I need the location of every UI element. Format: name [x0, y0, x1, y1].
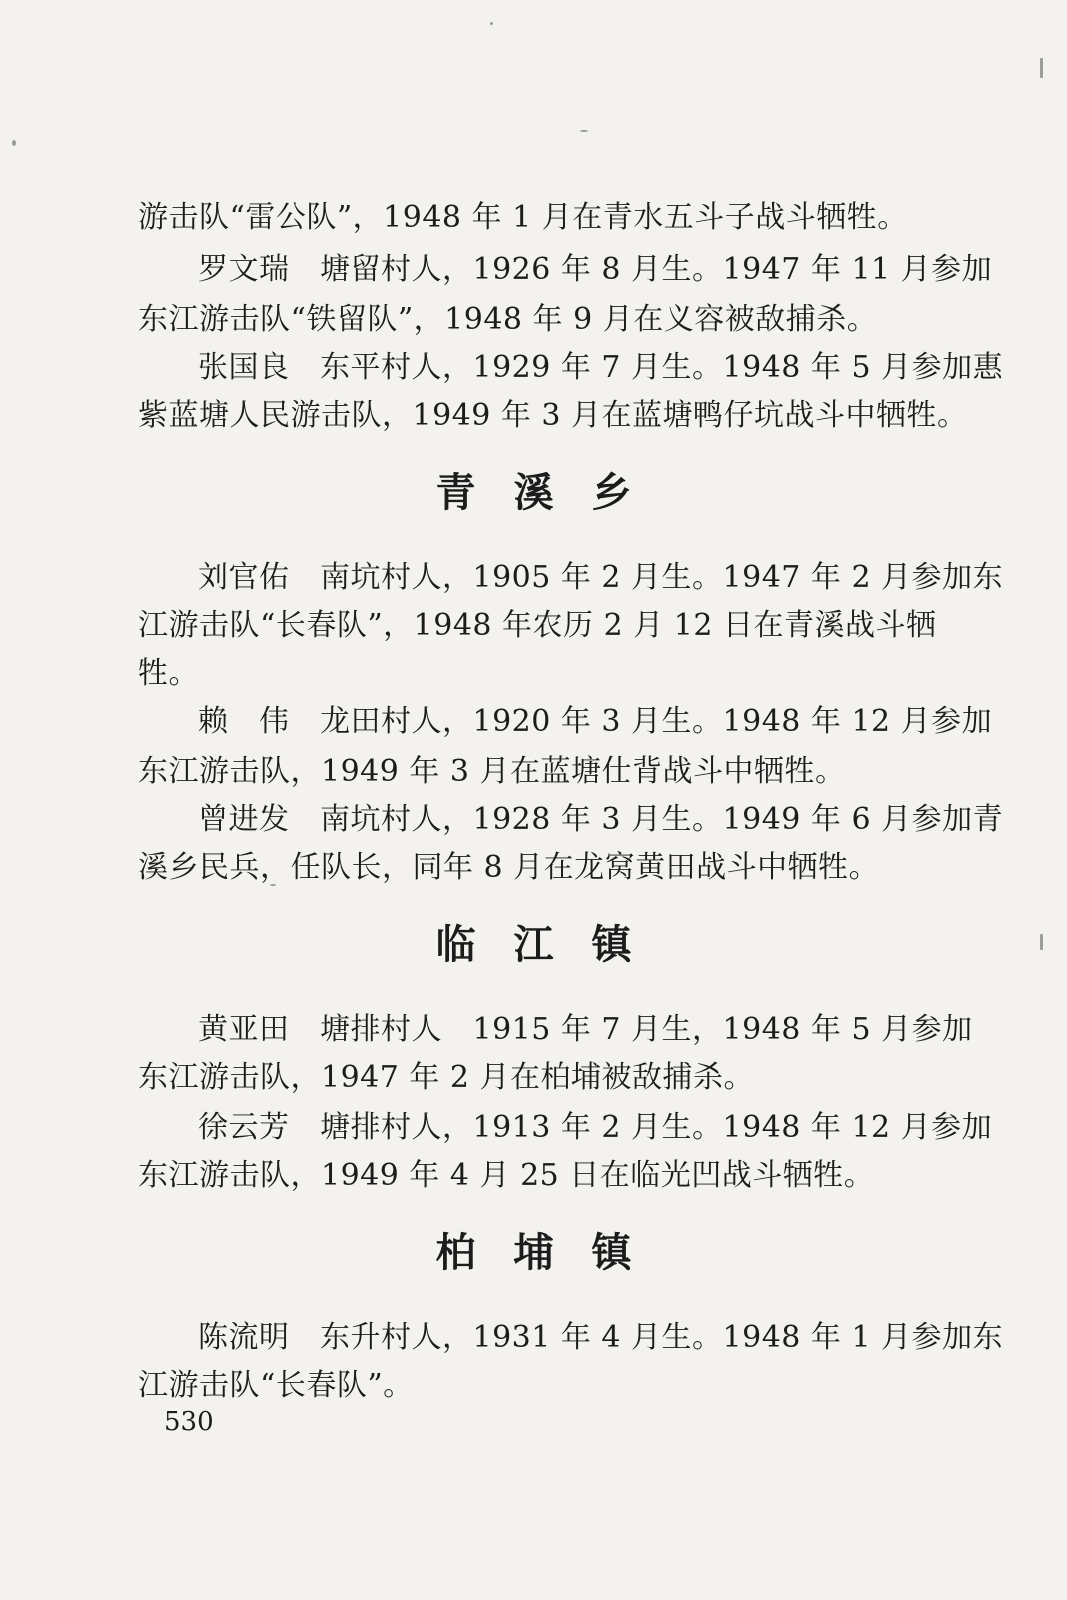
- entry-first-line: [198, 250, 993, 290]
- text-line: 牲。: [138, 656, 199, 691]
- entry-first-line: [198, 1318, 1004, 1358]
- text-line: 游击队“雷公队”，1948 年 1 月在青水五斗子战斗牺牲。: [138, 200, 908, 235]
- entry-text: 南坑村人，1905 年 2 月生。1947 年 2 月参加东: [320, 560, 1004, 595]
- person-name: 罗文瑞: [198, 252, 290, 287]
- entry-first-line: [198, 1108, 993, 1148]
- person-name: 陈流明: [198, 1320, 290, 1355]
- scan-speck: [270, 884, 276, 886]
- person-name: 赖 伟: [198, 704, 290, 739]
- page-number: 530: [164, 1407, 214, 1437]
- text-line: 江游击队“长春队”，1948 年农历 2 月 12 日在青溪战斗牺: [138, 608, 937, 643]
- person-name: 黄亚田: [198, 1012, 290, 1047]
- entry-text: 东升村人，1931 年 4 月生。1948 年 1 月参加东: [320, 1320, 1004, 1355]
- entry-first-line: [198, 348, 1004, 388]
- text-line: 东江游击队，1949 年 3 月在蓝塘仕背战斗中牺牲。: [138, 754, 846, 789]
- section-heading: 柏埔镇: [435, 1229, 670, 1276]
- text-line: 紫蓝塘人民游击队，1949 年 3 月在蓝塘鸭仔坑战斗中牺牲。: [138, 398, 968, 433]
- person-name: 刘官佑: [198, 560, 290, 595]
- entry-first-line: [198, 1010, 973, 1050]
- text-line: 东江游击队，1947 年 2 月在柏埔被敌捕杀。: [138, 1060, 755, 1095]
- text-line: 溪乡民兵，任队长，同年 8 月在龙窝黄田战斗中牺牲。: [138, 850, 880, 885]
- entry-first-line: [198, 800, 1004, 840]
- entry-text: 塘排村人，1913 年 2 月生。1948 年 12 月参加: [320, 1110, 993, 1145]
- entry-text: 东平村人，1929 年 7 月生。1948 年 5 月参加惠: [320, 350, 1004, 385]
- entry-first-line: [198, 702, 993, 742]
- entry-text: 塘留村人，1926 年 8 月生。1947 年 11 月参加: [320, 252, 993, 287]
- person-name: 徐云芳: [198, 1110, 290, 1145]
- section-heading: 青溪乡: [435, 469, 670, 516]
- scan-speck: [490, 22, 493, 25]
- entry-text: 龙田村人，1920 年 3 月生。1948 年 12 月参加: [320, 704, 993, 739]
- entry-text: 南坑村人，1928 年 3 月生。1949 年 6 月参加青: [320, 802, 1004, 837]
- scan-speck: [12, 140, 16, 146]
- text-line: 东江游击队“铁留队”，1948 年 9 月在义容被敌捕杀。: [138, 302, 878, 337]
- entry-text: 塘排村人 1915 年 7 月生，1948 年 5 月参加: [320, 1012, 973, 1047]
- scan-speck: [1040, 58, 1043, 78]
- person-name: 张国良: [198, 350, 290, 385]
- person-name: 曾进发: [198, 802, 290, 837]
- section-heading: 临江镇: [435, 921, 670, 968]
- text-line: 东江游击队，1949 年 4 月 25 日在临光凹战斗牺牲。: [138, 1158, 875, 1193]
- text-line: 江游击队“长春队”。: [138, 1368, 414, 1403]
- entry-first-line: [198, 558, 1004, 598]
- scan-speck: [1040, 934, 1043, 950]
- scan-speck: [580, 130, 588, 132]
